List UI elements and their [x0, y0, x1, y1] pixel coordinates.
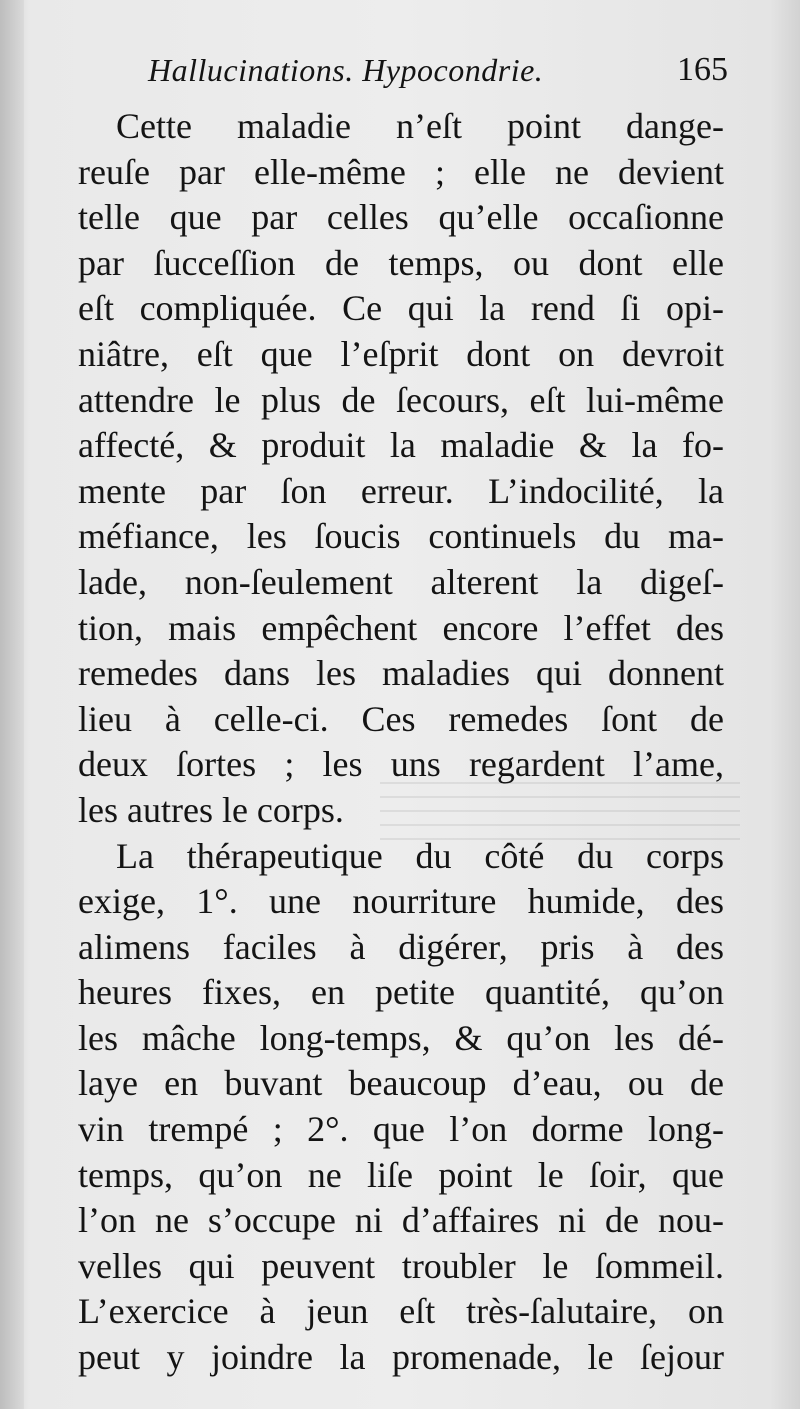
text-line: lade, non-ſeulement alterent la digeſ-	[78, 561, 724, 602]
text-line: Cette maladie n’eſt point dange-	[116, 106, 724, 146]
text-line: l’on ne s’occupe ni d’affaires ni de nou-	[78, 1200, 724, 1241]
text-line: temps, qu’on ne liſe point le ſoir, que	[78, 1154, 724, 1195]
text-line: laye en buvant beaucoup d’eau, ou de	[78, 1063, 724, 1104]
text-line: méfiance, les ſoucis continuels du ma-	[78, 516, 724, 557]
text-line: velles qui peuvent troubler le ſommeil.	[78, 1245, 724, 1286]
text-line: peut y joindre la promenade, le ſejour	[78, 1337, 724, 1378]
running-title: Hallucinations. Hypocondrie.	[148, 52, 544, 88]
text-line: affecté, & produit la maladie & la fo-	[78, 425, 724, 466]
text-line: vin trempé ; 2°. que l’on dorme long-	[78, 1109, 724, 1150]
text-line: lieu à celle-ci. Ces remedes ſont de	[78, 698, 724, 739]
text-line: L’exercice à jeun eſt très-ſalutaire, on	[78, 1291, 724, 1332]
text-line: remedes dans les maladies qui donnent	[78, 653, 724, 694]
text-line: deux ſortes ; les uns regardent l’ame,	[78, 744, 724, 785]
text-line: telle que par celles qu’elle occaſionne	[78, 197, 724, 238]
text-line: exige, 1°. une nourriture humide, des	[78, 881, 724, 922]
text-line: eſt compliquée. Ce qui la rend ſi opi-	[78, 288, 724, 329]
text-line: mente par ſon erreur. L’indocilité, la	[78, 470, 724, 511]
text-line: reuſe par elle-même ; elle ne devient	[78, 151, 724, 192]
page-number: 165	[677, 51, 728, 88]
text-line: niâtre, eſt que l’eſprit dont on devroit	[78, 333, 724, 374]
body-text	[78, 104, 724, 1381]
text-line: attendre le plus de ſecours, eſt lui-même	[78, 379, 724, 420]
page-gutter-shadow	[0, 0, 24, 1409]
text-line: La thérapeutique du côté du corps	[116, 835, 724, 876]
text-line: les autres le corps.	[78, 789, 344, 830]
running-header	[148, 46, 738, 94]
text-line: alimens faciles à digérer, pris à des	[78, 926, 724, 967]
text-line: par ſucceſſion de temps, ou dont elle	[78, 242, 724, 283]
text-line: les mâche long-temps, & qu’on les dé-	[78, 1017, 724, 1058]
text-line: tion, mais empêchent encore l’effet des	[78, 607, 724, 648]
text-line: heures fixes, en petite quantité, qu’on	[78, 972, 724, 1013]
